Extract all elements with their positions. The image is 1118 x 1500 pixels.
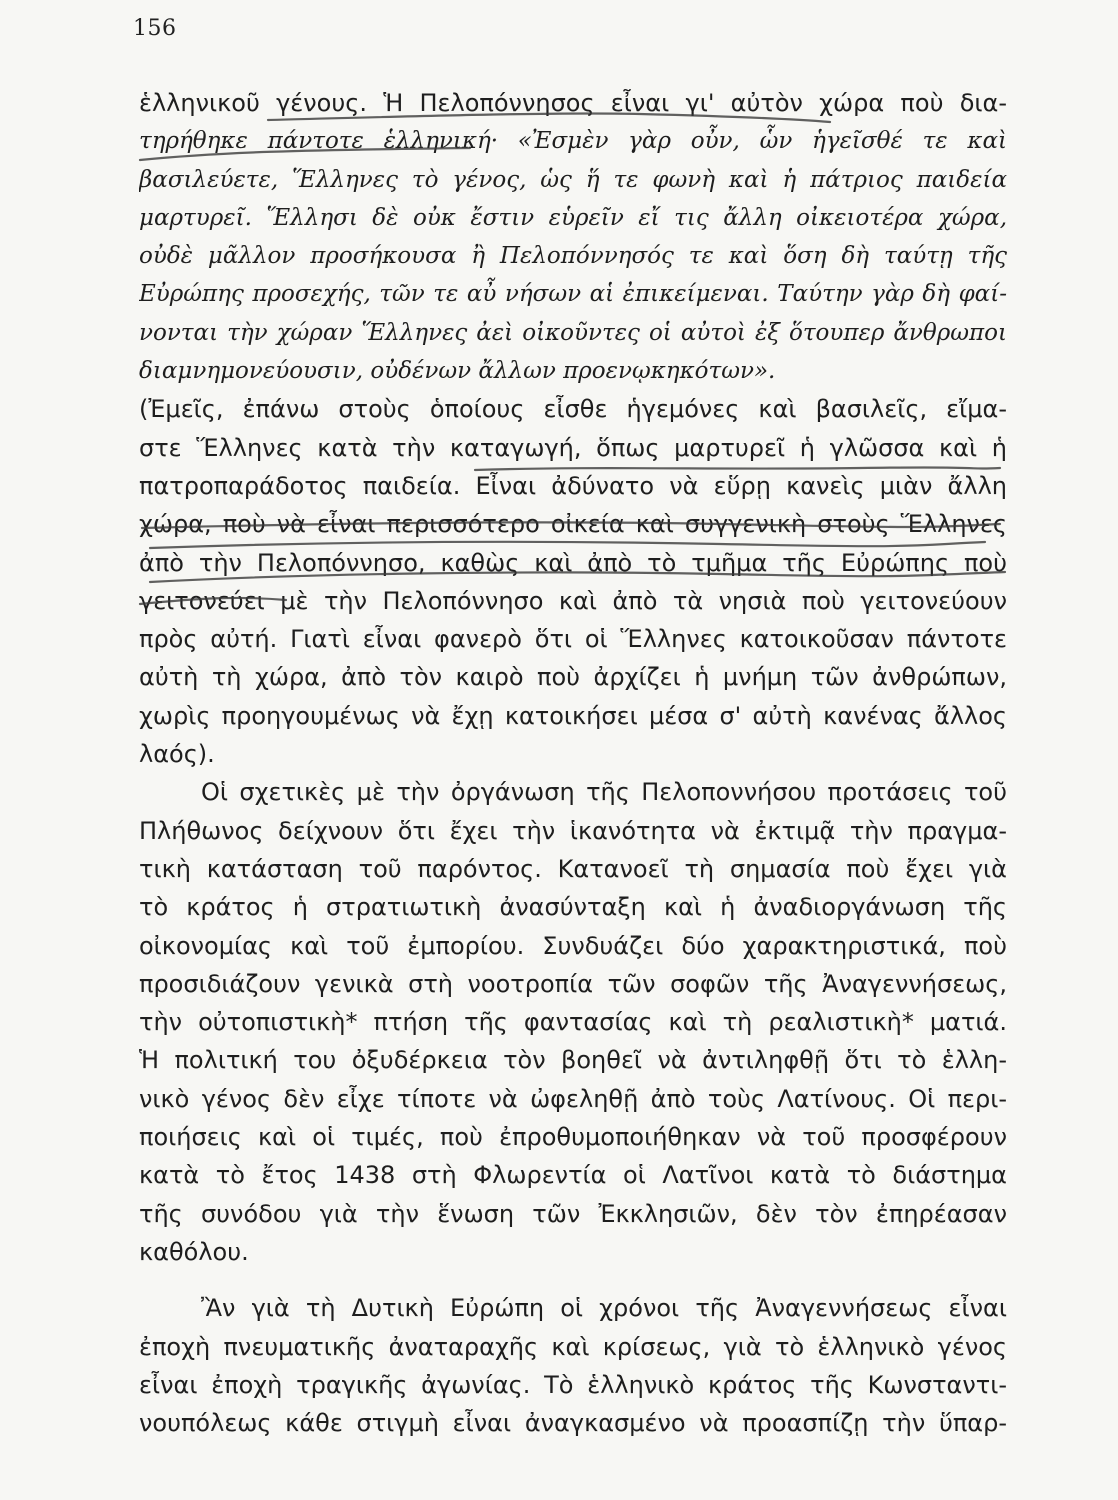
text-line: βασιλεύετε, Ἕλληνες τὸ γένος, ὡς ἥ τε φωνὴ καὶ ἡ πάτριος παιδεία	[139, 166, 1007, 193]
text-line: γειτονεύει μὲ τὴν Πελοπόννησο καὶ ἀπὸ τὰ νησιὰ ποὺ γειτονεύουν	[139, 586, 1007, 615]
body-text	[139, 84, 1007, 1442]
text-line: νουπόλεως κάθε στιγμὴ εἶναι ἀναγκασμένο νὰ προασπίζῃ τὴν ὕπαρ-	[139, 1409, 1007, 1438]
text-line: ἐποχὴ πνευματικῆς ἀναταραχῆς καὶ κρίσεως, γιὰ τὸ ἑλληνικὸ γένος	[139, 1332, 1007, 1361]
text-line: ποιήσεις καὶ οἱ τιμές, ποὺ ἐπροθυμοποιήθηκαν νὰ τοῦ προσφέρουν	[139, 1123, 1007, 1152]
text-line: τῆς συνόδου γιὰ τὴν ἕνωση τῶν Ἐκκλησιῶν, δὲν τὸν ἐπηρέασαν	[139, 1199, 1007, 1228]
text-line: αὐτὴ τὴ χώρα, ἀπὸ τὸν καιρὸ ποὺ ἀρχίζει ἡ μνήμη τῶν ἀνθρώπων,	[139, 663, 1007, 692]
text-line: νονται τὴν χώραν Ἕλληνες ἀεὶ οἰκοῦντες οἱ αὐτοὶ ἐξ ὅτουπερ ἄνθρωποι	[139, 319, 1007, 346]
text-line: οἰκονομίας καὶ τοῦ ἐμπορίου. Συνδυάζει δύο χαρακτηριστικά, ποὺ	[139, 931, 1007, 960]
text-line: λαός).	[139, 740, 215, 769]
text-line: μαρτυρεῖ. Ἕλλησι δὲ οὐκ ἔστιν εὑρεῖν εἴ τις ἄλλη οἰκειοτέρα χώρα,	[139, 204, 1007, 231]
text-line: χώρα, ποὺ νὰ εἶναι περισσότερο οἰκεία καὶ συγγενικὴ στοὺς Ἕλληνες	[139, 510, 1007, 539]
text-line: προσιδιάζουν γενικὰ στὴ νοοτροπία τῶν σοφῶν τῆς Ἀναγεννήσεως,	[139, 969, 1007, 998]
text-line: τὸ κράτος ἡ στρατιωτικὴ ἀνασύνταξη καὶ ἡ ἀναδιοργάνωση τῆς	[139, 893, 1007, 922]
text-line: ἀπὸ τὴν Πελοπόννησο, καθὼς καὶ ἀπὸ τὸ τμῆμα τῆς Εὐρώπης ποὺ	[139, 548, 1007, 577]
text-line: εἶναι ἐποχὴ τραγικῆς ἀγωνίας. Τὸ ἑλληνικὸ κράτος τῆς Κωνσταντι-	[139, 1370, 1007, 1399]
text-line: τηρήθηκε πάντοτε ἑλληνική· «Ἐσμὲν γὰρ οὖν, ὧν ἡγεῖσθέ τε καὶ	[139, 128, 1007, 155]
text-line: Πλήθωνος δείχνουν ὅτι ἔχει τὴν ἱκανότητα νὰ ἐκτιμᾷ τὴν πραγμα-	[139, 816, 1007, 845]
text-line: Ἂν γιὰ τὴ Δυτικὴ Εὐρώπη οἱ χρόνοι τῆς Ἀναγεννήσεως εἶναι	[201, 1294, 1007, 1323]
text-line: πρὸς αὐτή. Γιατὶ εἶναι φανερὸ ὅτι οἱ Ἕλληνες κατοικοῦσαν πάντοτε	[139, 625, 1007, 654]
text-line: Οἱ σχετικὲς μὲ τὴν ὀργάνωση τῆς Πελοποννήσου προτάσεις τοῦ	[201, 778, 1007, 807]
text-line: οὐδὲ μᾶλλον προσήκουσα ἢ Πελοπόννησός τε καὶ ὅση δὴ ταύτῃ τῆς	[139, 243, 1007, 270]
text-line: (Ἐμεῖς, ἐπάνω στοὺς ὁποίους εἶσθε ἡγεμόνες καὶ βασιλεῖς, εἴμα-	[139, 395, 1007, 424]
text-line: διαμνημονεύουσιν, οὐδένων ἄλλων προενῳκηκότων».	[139, 358, 776, 385]
text-line: νικὸ γένος δὲν εἶχε τίποτε νὰ ὠφεληθῇ ἀπὸ τοὺς Λατίνους. Οἱ περι-	[139, 1084, 1007, 1113]
paragraph-gap	[139, 1271, 1007, 1289]
text-line: Εὐρώπης προσεχής, τῶν τε αὖ νήσων αἱ ἐπικείμεναι. Ταύτην γὰρ δὴ φαί-	[139, 281, 1007, 308]
text-line: καθόλου.	[139, 1237, 249, 1266]
text-line: τικὴ κατάσταση τοῦ παρόντος. Κατανοεῖ τὴ σημασία ποὺ ἔχει γιὰ	[139, 854, 1007, 883]
text-line: τὴν οὐτοπιστικὴ* πτήση τῆς φαντασίας καὶ τὴ ρεαλιστικὴ* ματιά.	[139, 1008, 1007, 1037]
text-line: πατροπαράδοτος παιδεία. Εἶναι ἀδύνατο νὰ εὕρῃ κανεὶς μιὰν ἄλλη	[139, 471, 1007, 500]
page-number: 156	[133, 16, 177, 41]
text-line: στε Ἕλληνες κατὰ τὴν καταγωγή, ὅπως μαρτυρεῖ ἡ γλῶσσα καὶ ἡ	[139, 433, 1007, 462]
text-line: ἑλληνικοῦ γένους. Ἡ Πελοπόννησος εἶναι γι' αὐτὸν χώρα ποὺ δια-	[139, 89, 1007, 117]
text-line: χωρὶς προηγουμένως νὰ ἔχῃ κατοικήσει μέσα σ' αὐτὴ κανένας ἄλλος	[139, 701, 1007, 730]
text-line: κατὰ τὸ ἔτος 1438 στὴ Φλωρεντία οἱ Λατῖνοι κατὰ τὸ διάστημα	[139, 1161, 1007, 1190]
text-line: Ἡ πολιτική του ὀξυδέρκεια τὸν βοηθεῖ νὰ ἀντιληφθῇ ὅτι τὸ ἑλλη-	[139, 1046, 1007, 1075]
